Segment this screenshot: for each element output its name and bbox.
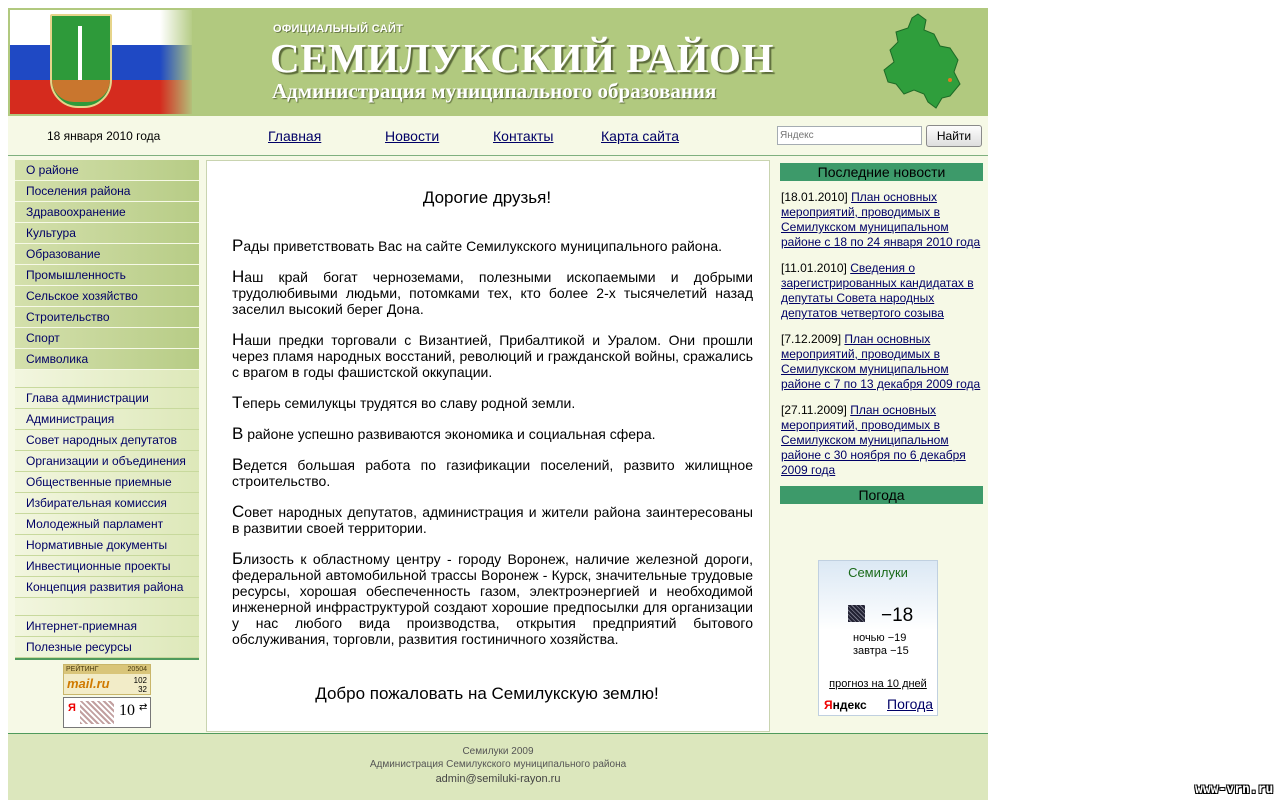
news-date: [27.11.2009] xyxy=(781,403,847,417)
site-footer xyxy=(8,733,988,800)
paragraph: Близость к областному центру - городу Воронеж, наличие железной дороги, федеральной автомобильной трассы Воронеж - Курск, значительные трудовые ресурсы, хорошая обеспеченность газом, электроэнергией и необходимой инженерной инфраструктурой создают хорошие предпосылки для организации у нас любого вида производства, открытия предприятий бытового обслуживания, торговли, развития гостиничного хозяйства. xyxy=(232,549,753,647)
menu-item-regulations[interactable]: Нормативные документы xyxy=(15,535,199,556)
watermark: www-vrn.ru xyxy=(1195,782,1274,797)
nav-link-sitemap[interactable]: Карта сайта xyxy=(601,128,679,144)
weather-section-header: Погода xyxy=(780,486,983,504)
news-link[interactable]: План основных мероприятий, проводимых в Семилукском муниципальном районе с 18 по 24 января 2010 года xyxy=(781,190,981,249)
site-type-label: ОФИЦИАЛЬНЫЙ САЙТ xyxy=(273,23,404,35)
site-header xyxy=(8,8,988,116)
menu-item-internet-reception[interactable]: Интернет-приемная xyxy=(15,616,199,637)
menu-item-education[interactable]: Образование xyxy=(15,244,199,265)
coat-of-arms-icon xyxy=(50,14,112,108)
main-content xyxy=(206,160,770,732)
menu-item-about[interactable]: О районе xyxy=(15,160,199,181)
menu-item-organizations[interactable]: Организации и объединения xyxy=(15,451,199,472)
weather-tomorrow: завтра −15 xyxy=(853,645,909,657)
yandex-logo-icon: Я xyxy=(68,702,76,714)
top-navigation-bar xyxy=(8,116,988,156)
search-input[interactable] xyxy=(777,126,922,145)
news-date: [11.01.2010] xyxy=(781,261,847,275)
news-item xyxy=(781,403,983,478)
menu-divider xyxy=(15,370,199,388)
menu-item-useful-resources[interactable]: Полезные ресурсы xyxy=(15,637,199,658)
news-item xyxy=(781,332,983,392)
menu-group-government xyxy=(15,388,199,598)
news-link[interactable]: План основных мероприятий, проводимых в Семилукском муниципальном районе с 30 ноября по 6 декабря 2009 года xyxy=(781,403,966,477)
nav-link-news[interactable]: Новости xyxy=(385,128,440,144)
snow-icon xyxy=(848,605,865,622)
footer-organization: Администрация Семилукского муниципального района xyxy=(369,759,627,770)
forecast-10-days-link[interactable]: прогноз на 10 дней xyxy=(829,678,927,690)
menu-item-election-commission[interactable]: Избирательная комиссия xyxy=(15,493,199,514)
counter-value: 10 xyxy=(119,702,135,719)
menu-group-online xyxy=(15,616,199,660)
district-flag-logo xyxy=(10,10,192,114)
site-container xyxy=(8,8,988,800)
paragraph: Наши предки торговали с Византией, Прибалтикой и Уралом. Они прошли через пламя народных восстаний, революций и гражданской войны, сражались с врагом в годы фашистской оккупации. xyxy=(232,330,753,380)
menu-item-construction[interactable]: Строительство xyxy=(15,307,199,328)
nav-link-contacts[interactable]: Контакты xyxy=(493,128,554,144)
paragraph: В районе успешно развиваются экономика и социальная сфера. xyxy=(232,424,656,443)
yandex-weather-link[interactable]: Погода xyxy=(887,696,934,712)
news-link[interactable]: Сведения о зарегистрированных кандидатах в депутаты Совета народных депутатов четвертого созыва xyxy=(781,261,974,320)
menu-divider xyxy=(15,598,199,616)
menu-item-head[interactable]: Глава администрации xyxy=(15,388,199,409)
menu-item-council[interactable]: Совет народных депутатов xyxy=(15,430,199,451)
counter-pattern xyxy=(80,701,114,724)
paragraph: Ведется большая работа по газификации поселений, развито жилищное строительство. xyxy=(232,455,753,489)
paragraph: Рады приветствовать Вас на сайте Семилукского муниципального района. xyxy=(232,236,723,255)
yandex-citation-counter[interactable] xyxy=(63,697,151,728)
weather-informer xyxy=(818,560,938,716)
mailru-logo: mail.ru xyxy=(67,676,110,691)
menu-item-youth-parliament[interactable]: Молодежный парламент xyxy=(15,514,199,535)
counter-rating-row: РЕЙТИНГ 20504 xyxy=(64,665,150,674)
mailru-rating-counter[interactable] xyxy=(63,664,151,695)
menu-item-culture[interactable]: Культура xyxy=(15,223,199,244)
content-heading: Дорогие друзья! xyxy=(422,188,552,207)
menu-item-healthcare[interactable]: Здравоохранение xyxy=(15,202,199,223)
news-link[interactable]: План основных мероприятий, проводимых в Семилукском муниципальном районе с 7 по 13 декабря 2009 года xyxy=(781,332,981,391)
news-item xyxy=(781,190,983,250)
content-paragraphs xyxy=(232,238,753,662)
news-list xyxy=(781,190,983,478)
weather-temperature: −18 xyxy=(881,605,914,626)
menu-item-concept[interactable]: Концепция развития района xyxy=(15,577,199,598)
site-title: СЕМИЛУКСКИЙ РАЙОН xyxy=(270,35,774,81)
menu-item-sport[interactable]: Спорт xyxy=(15,328,199,349)
current-date: 18 января 2010 года xyxy=(47,129,161,143)
yandex-logo: Яндекс xyxy=(824,698,867,712)
menu-item-symbols[interactable]: Символика xyxy=(15,349,199,370)
menu-item-administration[interactable]: Администрация xyxy=(15,409,199,430)
news-date: [7.12.2009] xyxy=(781,332,842,346)
search-button[interactable]: Найти xyxy=(926,125,982,147)
menu-item-settlements[interactable]: Поселения района xyxy=(15,181,199,202)
paragraph: Наш край богат черноземами, полезными ископаемыми и добрыми трудолюбивыми людьми, потомками тех, кто более 2-х тысячелетий назад заселил высокий берег Дона. xyxy=(232,267,753,317)
menu-group-district xyxy=(15,160,199,370)
paragraph: Совет народных депутатов, администрация и жители района заинтересованы в развитии своей территории. xyxy=(232,502,753,536)
weather-city: Семилуки xyxy=(848,565,908,580)
footer-email[interactable]: admin@semiluki-rayon.ru xyxy=(435,773,561,785)
district-map-icon xyxy=(874,10,964,110)
left-menu xyxy=(15,160,199,660)
nav-link-home[interactable]: Главная xyxy=(268,128,322,144)
site-subtitle: Администрация муниципального образования xyxy=(272,79,717,103)
welcome-message: Добро пожаловать на Семилукскую землю! xyxy=(315,684,659,703)
menu-item-reception-offices[interactable]: Общественные приемные xyxy=(15,472,199,493)
right-column xyxy=(780,163,983,712)
menu-item-industry[interactable]: Промышленность xyxy=(15,265,199,286)
arrows-icon: ⇄ xyxy=(139,702,148,713)
paragraph: Теперь семилукцы трудятся во славу родной земли. xyxy=(232,393,576,412)
news-date: [18.01.2010] xyxy=(781,190,848,204)
menu-item-agriculture[interactable]: Сельское хозяйство xyxy=(15,286,199,307)
counter-numbers: 102 32 xyxy=(133,676,147,694)
menu-item-investment[interactable]: Инвестиционные проекты xyxy=(15,556,199,577)
weather-night: ночью −19 xyxy=(853,632,907,644)
footer-copyright: Семилуки 2009 xyxy=(462,746,534,757)
news-item xyxy=(781,261,983,321)
news-section-header: Последние новости xyxy=(780,163,983,181)
